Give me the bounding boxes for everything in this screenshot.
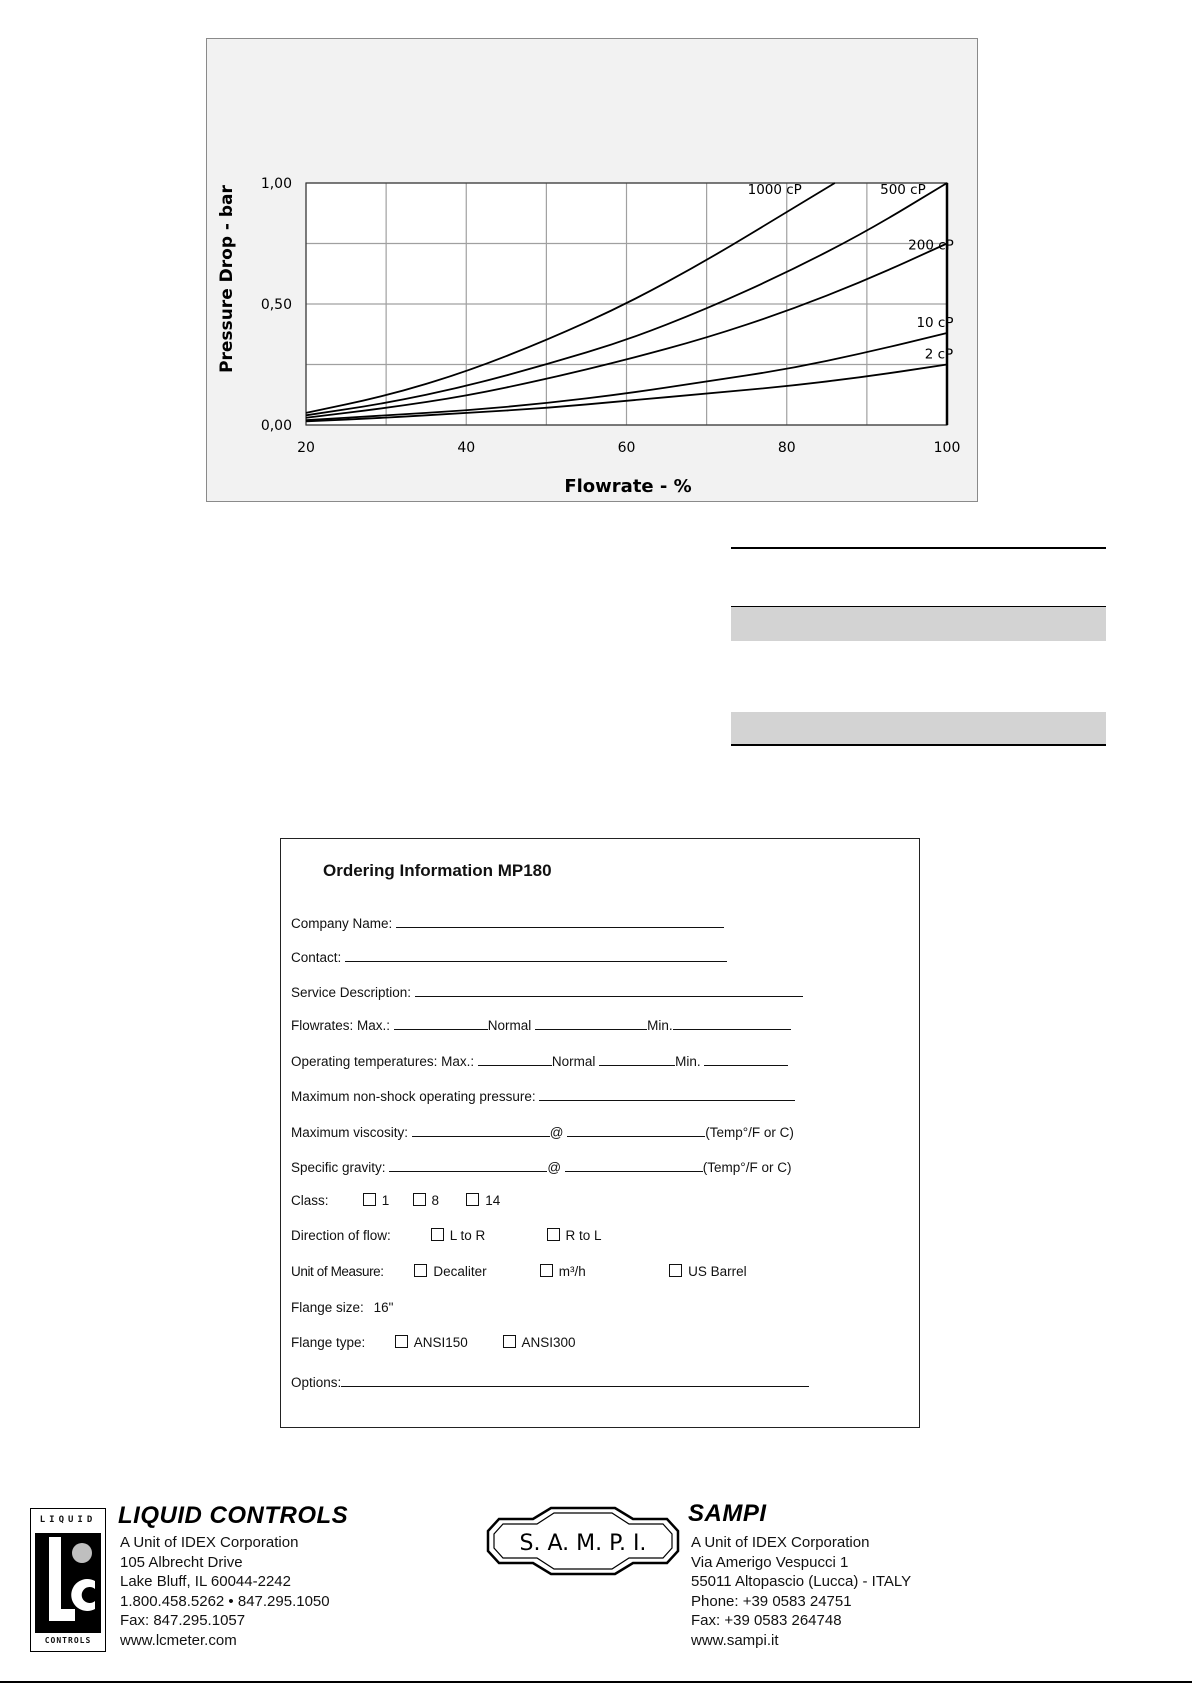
direction-option-l-to-r[interactable]: L to R (431, 1228, 543, 1243)
checkbox-icon[interactable] (413, 1193, 426, 1206)
lc-logo-bottom-text: CONTROLS (44, 1636, 92, 1645)
viscosity-row (291, 1122, 794, 1140)
service-row (291, 982, 803, 1000)
contact-field[interactable] (345, 947, 727, 962)
class-option-14[interactable]: 14 (466, 1193, 500, 1208)
pressure-field[interactable] (539, 1086, 795, 1101)
checkbox-icon[interactable] (431, 1228, 444, 1241)
liquid-controls-logo (30, 1508, 106, 1652)
temp-normal-label: Normal (551, 1054, 596, 1069)
flange-size-value: 16" (373, 1300, 394, 1315)
flange-type-option-ansi300[interactable]: ANSI300 (503, 1335, 576, 1350)
viscosity-temp-field[interactable] (567, 1122, 705, 1137)
x-tick-label: 60 (617, 440, 636, 456)
gravity-temp-unit: (Temp°/F or C) (702, 1160, 792, 1175)
sampi-logo (483, 1505, 683, 1577)
temp-max-field[interactable] (478, 1051, 552, 1066)
y-tick-label: 0,50 (260, 297, 292, 313)
sampi-address: A Unit of IDEX Corporation Via Amerigo Vespucci 1 55011 Altopascio (Lucca) - ITALY Phone: +39 0583 24751 Fax: +39 0583 264748 www.sampi.it (691, 1534, 912, 1649)
pressure-row (291, 1086, 795, 1104)
gravity-label: Specific gravity: (291, 1160, 386, 1175)
series-label: 500 cP (880, 181, 926, 198)
direction-row (291, 1228, 602, 1243)
table-shaded-row (731, 712, 1106, 746)
flow-normal-field[interactable] (535, 1015, 647, 1030)
liquid-controls-brand: LIQUID CONTROLS (118, 1502, 349, 1529)
contact-row (291, 947, 727, 965)
liquid-controls-address: A Unit of IDEX Corporation 105 Albrecht Drive Lake Bluff, IL 60044-2242 1.800.458.5262 • 847.295.1050 Fax: 847.295.1057 www.lcmeter.com (120, 1534, 330, 1649)
checkbox-icon[interactable] (669, 1264, 682, 1277)
series-label: 2 cP (924, 346, 954, 363)
pressure-label: Maximum non-shock operating pressure: (291, 1089, 536, 1104)
flow-max-label: Flowrates: Max.: (291, 1018, 391, 1033)
gravity-field[interactable] (389, 1157, 547, 1172)
viscosity-label: Maximum viscosity: (291, 1125, 409, 1140)
flange-type-label: Flange type: (291, 1335, 366, 1350)
service-label: Service Description: (291, 985, 412, 1000)
temp-min-field[interactable] (704, 1051, 788, 1066)
sampi-brand: SAMPI (688, 1500, 767, 1527)
gravity-at: @ (547, 1160, 562, 1175)
class-option-8[interactable]: 8 (413, 1193, 463, 1208)
lc-emblem-icon (31, 1529, 107, 1637)
temp-normal-field[interactable] (599, 1051, 675, 1066)
direction-option-r-to-l[interactable]: R to L (547, 1228, 602, 1243)
flange-size-row (291, 1300, 393, 1315)
unit-row (291, 1264, 747, 1279)
unit-option-us-barrel[interactable]: US Barrel (669, 1264, 747, 1279)
page-bottom-rule (0, 1681, 1192, 1683)
options-label: Options: (291, 1375, 342, 1390)
flange-size-label: Flange size: (291, 1300, 364, 1315)
form-title: Ordering Information MP180 (323, 861, 552, 880)
y-tick-label: 1,00 (260, 176, 292, 192)
series-label: 1000 cP (747, 181, 802, 198)
viscosity-field[interactable] (412, 1122, 550, 1137)
checkbox-icon[interactable] (503, 1335, 516, 1348)
flowrates-row (291, 1015, 791, 1033)
temperatures-row (291, 1051, 788, 1069)
checkbox-icon[interactable] (547, 1228, 560, 1241)
options-field[interactable] (341, 1372, 809, 1387)
lc-logo-top-text: LIQUID (39, 1515, 97, 1525)
checkbox-icon[interactable] (414, 1264, 427, 1277)
x-axis-label: Flowrate - % (564, 476, 692, 497)
flange-type-row (291, 1335, 576, 1350)
contact-label: Contact: (291, 950, 342, 965)
ordering-form (280, 838, 920, 1428)
flow-normal-label: Normal (487, 1018, 532, 1033)
sampi-logo-text: S. A. M. P. I. (519, 1531, 647, 1556)
unit-label: Unit of Measure: (291, 1264, 384, 1279)
flow-max-field[interactable] (394, 1015, 488, 1030)
viscosity-at: @ (549, 1125, 564, 1140)
class-row (291, 1193, 500, 1208)
gravity-row (291, 1157, 791, 1175)
flow-min-field[interactable] (673, 1015, 791, 1030)
temp-min-label: Min. (675, 1054, 701, 1069)
checkbox-icon[interactable] (363, 1193, 376, 1206)
unit-option-m3h[interactable]: m³/h (540, 1264, 666, 1279)
gravity-temp-field[interactable] (565, 1157, 703, 1172)
viscosity-temp-unit: (Temp°/F or C) (705, 1125, 794, 1140)
series-label: 200 cP (908, 237, 954, 254)
company-label: Company Name: (291, 916, 393, 931)
company-field[interactable] (396, 913, 724, 928)
class-label: Class: (291, 1193, 329, 1208)
x-tick-label: 20 (297, 440, 315, 456)
checkbox-icon[interactable] (395, 1335, 408, 1348)
y-tick-label: 0,00 (260, 418, 292, 434)
series-label: 10 cP (916, 314, 954, 331)
table-shaded-row (731, 606, 1106, 641)
options-row (291, 1372, 809, 1390)
pressure-drop-chart (206, 38, 978, 502)
x-tick-label: 100 (933, 440, 961, 456)
checkbox-icon[interactable] (466, 1193, 479, 1206)
flow-min-label: Min. (647, 1018, 673, 1033)
company-row (291, 913, 724, 931)
y-axis-label: Pressure Drop - bar (217, 185, 237, 373)
service-field[interactable] (415, 982, 803, 997)
direction-label: Direction of flow: (291, 1228, 391, 1243)
flange-type-option-ansi150[interactable]: ANSI150 (395, 1335, 499, 1350)
x-tick-label: 40 (457, 440, 476, 456)
unit-option-decaliter[interactable]: Decaliter (414, 1264, 536, 1279)
table-top-rule (731, 547, 1106, 549)
class-option-1[interactable]: 1 (363, 1193, 409, 1208)
checkbox-icon[interactable] (540, 1264, 553, 1277)
temp-max-label: Operating temperatures: Max.: (291, 1054, 475, 1069)
x-tick-label: 80 (777, 440, 796, 456)
